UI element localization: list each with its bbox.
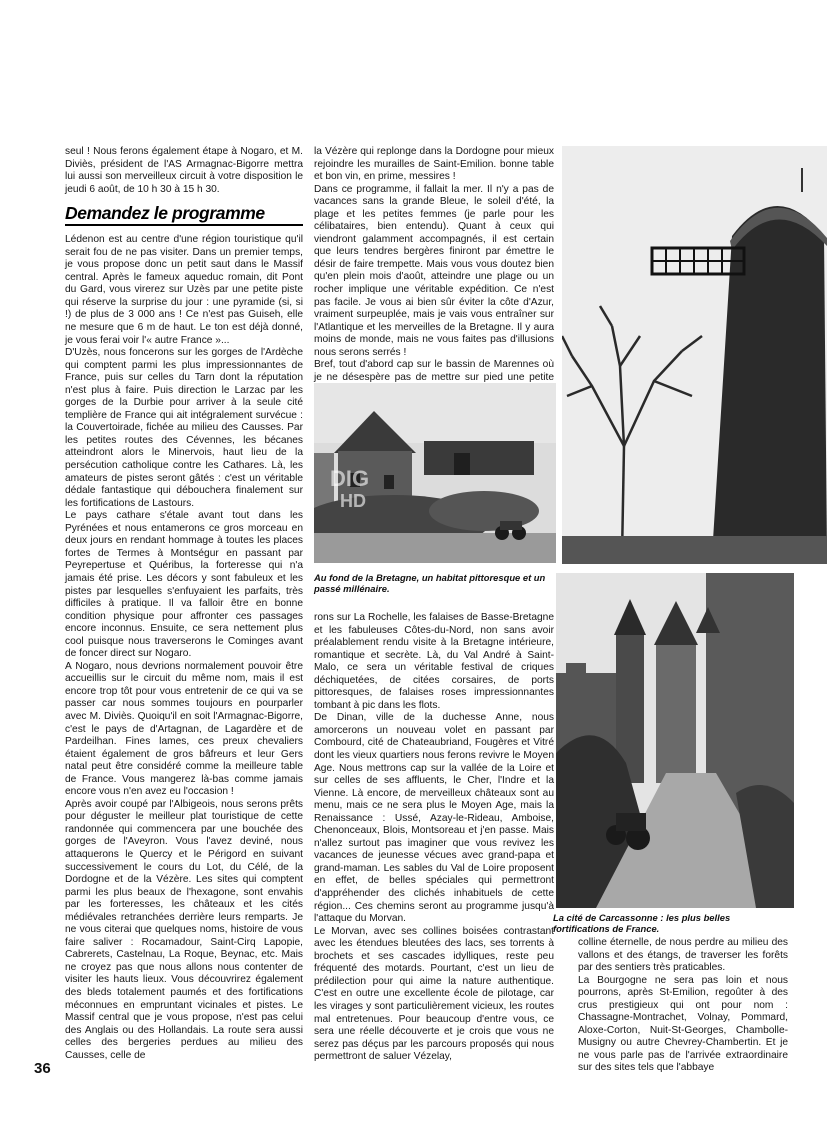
article-paragraph: De Dinan, ville de la duchesse Anne, nous amorcerons un nouveau volet en passant par Combourd, cité de Chateaubriand, Fougères et Vitré dont les vieux quartiers nous ferons revivre le Moyen Age. Nous mettrons cap sur la vallée de la Loire et sur celles de ses affluents, le Cher, l'Indre et la Vienne. Là encore, de merveilleux châteaux sont au menu, mais ce ne sera plus le Moyen Age, mais la Renaissance : Ussé, Azay-le-Rideau, Amboise, Chenonceaux, Blois, Montsoreau et j'en passe. Mais n'allez surtout pas imaginer que vous revivez les vacances de jeunesse vécues avec grand-papa et grand-maman. Les sables du Val de Loire proposent en effet, de belles spéciales qui permettront d'appréhender des clichés inhabituels de cette région... Ces chemins seront au programme jusqu'à l'attaque du Morvan. <box>314 712 554 925</box>
page-number: 36 <box>34 1060 51 1077</box>
article-paragraph: A Nogaro, nous devrions normalement pouvoir être accueillis sur le circuit du même nom, mais il est encore trop tôt pour vous entretenir de ce qui va se passer car nous sommes toujours en pourparler avec M. Diviès. Quoiqu'il en soit l'Armagnac-Bigorre, c'est le pays de d'Artagnan, de Lagardère et de Pardeilhan. Fines lames, ces preux chevaliers étaient également de gros bâfreurs et leur Gers natal peut être considéré comme la meilleure table de France. Vous mangerez là-bas comme jamais encore vous n'en avez eu l'occasion ! <box>65 660 303 798</box>
article-column-2-bottom <box>314 612 554 1064</box>
article-paragraph: Le pays cathare s'étale avant tout dans les Pyrénées et nous entamerons ce gros morceau en deux jours en rendant hommage à toutes les places fortes de Termes à Montségur en passant par Peyrepertuse et Quéribus, la forteresse qui n'a jamais été prise. Les décors y sont fabuleux et les pistes par lesquelles s'enfuyaient les parfaits, très difficiles à pratique. Il va falloir être en bonne condition physique pour affronter ces passages encore inconnus. Ensuite, ce sera nettement plus cool puisque nous traverserons le Cominges avant de foncer direct sur Nogaro. <box>65 510 303 660</box>
article-paragraph: Après avoir coupé par l'Albigeois, nous serons prêts pour déguster le meilleur plat touristique de cette randonnée qui commencera par une bouchée des gorges de l'Aveyron. Vous l'avez deviné, nous attaquerons le Quercy et le Périgord en suivant successivement le cours du Lot, du Célé, de la Dordogne et de la Vézère. Les sites qui comptent parmi les plus beaux de l'hexagone, sont envahis par les forteresses, les châteaux et les cités médiévales retranchées derrière leurs remparts. Je ne vous citerai que quelques noms, histoire de vous faire saliver : Rocamadour, Saint-Cirq Lapopie, Cabrerets, Castelnau, La Roque, Beynac, etc. Mais ne croyez pas que nous allons nous contenter de visiter les hauts lieux. Vous découvrirez également des bleds totalement paumés et des fortifications méconnues en empruntant vicinales et pistes. Le Massif central que je vous propose, n'est pas celui des Anglais ou des Hollandais. La route sera aussi celles des bergeries perdues au milieu des Causses, celle de <box>65 798 303 1061</box>
article-paragraph: La Bourgogne ne sera pas loin et nous pourrons, après St-Emilion, regoûter à des crus prestigieux qui ont pour nom : Chassagne-Montrachet, Volnay, Pommard, Aloxe-Corton, Nuit-St-Georges, Chambolle-Musigny ou autre Chevrey-Chambertin. Et je ne vous parle pas de l'arrivée extraordinaire sur des sites tels que l'abbaye <box>578 974 788 1074</box>
windmill-illustration <box>562 146 827 564</box>
article-paragraph: Dans ce programme, il fallait la mer. Il n'y a pas de vacances sans la grande Bleue, le soleil d'été, la plage et les petites femmes (je parle pour les célibataires, bien entendu). Quant à ceux qui viendront galamment accompagnés, il est certain que leurs tendres bergères finiront par émettre le désir de faire trempette. Mais vous vous doutez bien qu'en plein mois d'août, atteindre une plage ou un rocher implique une véritable expédition. Ce n'est pas facile. Je vous ai bien sûr éviter la côte d'Azur, vraiment surpeuplée, mais je vais vous entraîner sur l'Atlantique et les merveilles de la Bretagne. Il y aura moins de monde, mais ne vous faites pas d'illusions nous serons serrés ! <box>314 183 554 358</box>
article-column-1 <box>65 146 303 1062</box>
photo-caption-carcassonne: La cité de Carcassonne : les plus belles fortifications de France. <box>553 912 731 934</box>
carcassonne-illustration <box>556 573 794 908</box>
windmill-photo <box>562 146 827 564</box>
carcassonne-photo <box>556 573 794 908</box>
article-paragraph: Bref, tout d'abord cap sur le bassin de Marennes où je ne désespère pas de mettre sur pied une petite <box>314 359 554 383</box>
watermark <box>330 468 380 528</box>
article-paragraph: colline éternelle, de nous perdre au milieu des vallons et des étangs, de traverser les forêts par des sentiers très praticables. <box>578 937 788 974</box>
article-paragraph: la Vézère qui replonge dans la Dordogne pour mieux rejoindre les murailles de Saint-Emilion. bonne table et bon vin, en prime, messires ! <box>314 146 554 183</box>
photo-caption-bretagne: Au fond de la Bretagne, un habitat pittoresque et un passé millénaire. <box>314 572 546 594</box>
article-paragraph: D'Uzès, nous foncerons sur les gorges de l'Ardèche qui comptent parmi les plus impressionnantes de France, puis sur celles du Tarn dont la réputation n'est plus à faire. Puis direction le Larzac par les gorges de la Durbie pour arriver à la seule cité templière de France qui ait intégralement survécue : la Couvertoirade, fichée au milieu des Causses. Par les petites routes des Cévennes, les bécanes atteindront alors le Minervois, haut lieu de la persécution catholique contre les Cathares. Là, les amateurs de pistes seront gâtés : c'est un véritable dédale fantastique qui débouchera finalement sur les fortifications de Lastours. <box>65 347 303 509</box>
article-paragraph: rons sur La Rochelle, les falaises de Basse-Bretagne et les fabuleuses Côtes-du-Nord, non sans avoir préalablement rendu visite à la Bretagne intérieure, romantique et secrète. Là, du Val André à Saint-Malo, ce sera un véritable festival de criques déchiquetées, de citées corsaires, de ports pittoresques, de falaises roses impressionnantes tombant à pic dans les flots. <box>314 612 554 711</box>
article-paragraph: Le Morvan, avec ses collines boisées contrastant avec les étendues bleutées des lacs, ses torrents à brochets et ses cascades idylliques, reste peu fréquenté des motards. Pourtant, c'est un lieu de prédilection pour qui aime la nature authentique. C'est en outre une excellente école de pilotage, car les virages y sont particulièrement vicieux, les routes mal entretenues. Pour beaucoup d'entre vous, ce sera une réelle découverte et je crois que vous ne serez pas déçus par les parcours proposés qui nous permettront de saluer Vézelay, <box>314 925 554 1063</box>
watermark-line: DIG <box>330 466 370 491</box>
article-column-2-top <box>314 146 554 397</box>
article-paragraph: seul ! Nous ferons également étape à Nogaro, et M. Diviès, président de l'AS Armagnac-Bigorre mettra lui aussi son merveilleux circuit à votre disposition le jeudi 6 août, de 10 h 30 à 15 h 30. <box>65 146 303 195</box>
watermark-line: HD <box>340 491 366 511</box>
section-heading: Demandez le programme <box>65 203 303 226</box>
article-column-3-bottom <box>578 937 788 1075</box>
article-paragraph: Lédenon est au centre d'une région touristique qu'il serait fou de ne pas visiter. Dans un premier temps, je vous propose donc un petit saut dans le Massif central. Après le fameux aqueduc romain, dit Pont du Gard, vous virerez sur Uzès par une petite piste qui réserve la surprise du jour : une pyramide (si, si !) de plus de 3 000 ans ! Ce n'est pas Guiseh, elle ne mesure que 6 m de haut. Le ton est déjà donné, je vous ferai voir l'« autre France »... <box>65 234 303 346</box>
